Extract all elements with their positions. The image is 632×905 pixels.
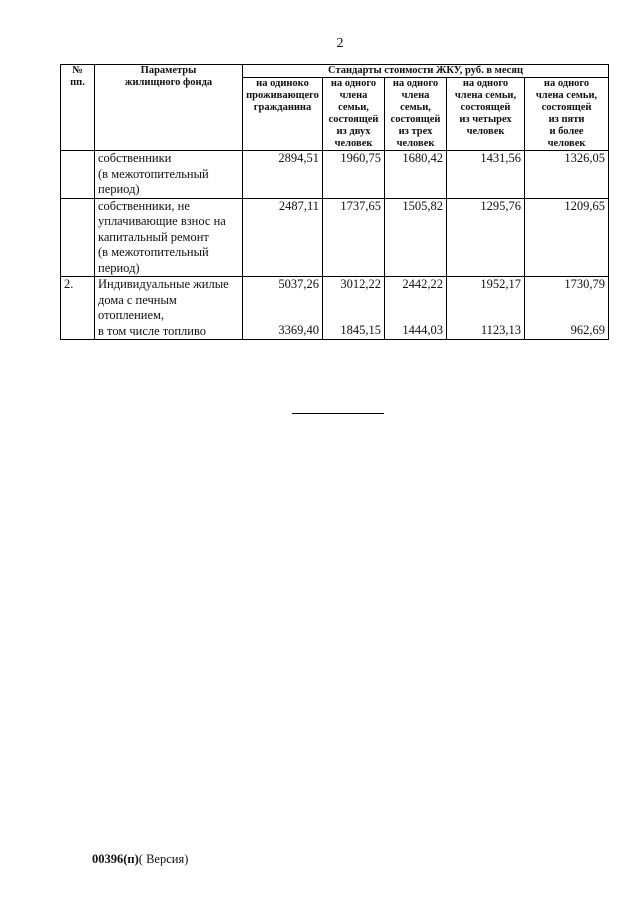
value-two: 3012,22 1845,15 [323, 277, 385, 340]
header-four-persons: на одного члена семьи, состоящей из четырех человек [447, 78, 525, 151]
value-two: 1737,65 [323, 198, 385, 277]
value-single: 5037,26 3369,40 [243, 277, 323, 340]
row-number: 2. [61, 277, 95, 340]
sub-value-five: 962,69 [570, 322, 606, 337]
table-row [61, 198, 609, 277]
header-cost-standards: Стандарты стоимости ЖКУ, руб. в месяц [243, 65, 609, 78]
table-row [61, 151, 609, 199]
sub-value-four: 1123,13 [480, 322, 521, 337]
document-code-version: ( Версия) [138, 852, 189, 866]
value-five: 1326,05 [525, 151, 609, 199]
sub-value-single: 3369,40 [278, 322, 319, 337]
value-five: 1730,79 962,69 [525, 277, 609, 340]
value-single: 2487,11 [243, 198, 323, 277]
row-label-main: Индивидуальные жилые дома с печным отоплением, [98, 277, 229, 322]
value-single: 2894,51 [243, 151, 323, 199]
value-four: 1431,56 [447, 151, 525, 199]
tariff-standards-table [60, 64, 609, 340]
row-label: собственники (в межотопительный период) [95, 151, 243, 199]
header-single: на одиноко проживающего гражданина [243, 78, 323, 151]
value-two: 1960,75 [323, 151, 385, 199]
value-three: 1680,42 [385, 151, 447, 199]
header-number: № пп. [61, 65, 95, 151]
header-two-persons: на одного члена семьи, состоящей из двух человек [323, 78, 385, 151]
document-code-number: 00396(п) [92, 852, 139, 866]
header-parameters: Параметры жилищного фонда [95, 65, 243, 151]
header-three-persons: на одного члена семьи, состоящей из трех человек [385, 78, 447, 151]
table-row [61, 277, 609, 340]
section-divider [292, 413, 384, 414]
value-three: 1505,82 [385, 198, 447, 277]
row-number [61, 198, 95, 277]
document-code [92, 852, 188, 867]
page-number: 2 [336, 36, 344, 51]
row-label [95, 277, 243, 340]
value-four: 1952,17 1123,13 [447, 277, 525, 340]
value-four: 1295,76 [447, 198, 525, 277]
value-three: 2442,22 1444,03 [385, 277, 447, 340]
header-five-persons: на одного члена семьи, состоящей из пяти и более человек [525, 78, 609, 151]
row-label: собственники, не уплачивающие взнос на капитальный ремонт (в межотопительный период) [95, 198, 243, 277]
sub-value-two: 1845,15 [340, 322, 381, 337]
value-five: 1209,65 [525, 198, 609, 277]
row-label-sub: в том числе топливо [98, 323, 207, 338]
sub-value-three: 1444,03 [402, 322, 443, 337]
row-number [61, 151, 95, 199]
